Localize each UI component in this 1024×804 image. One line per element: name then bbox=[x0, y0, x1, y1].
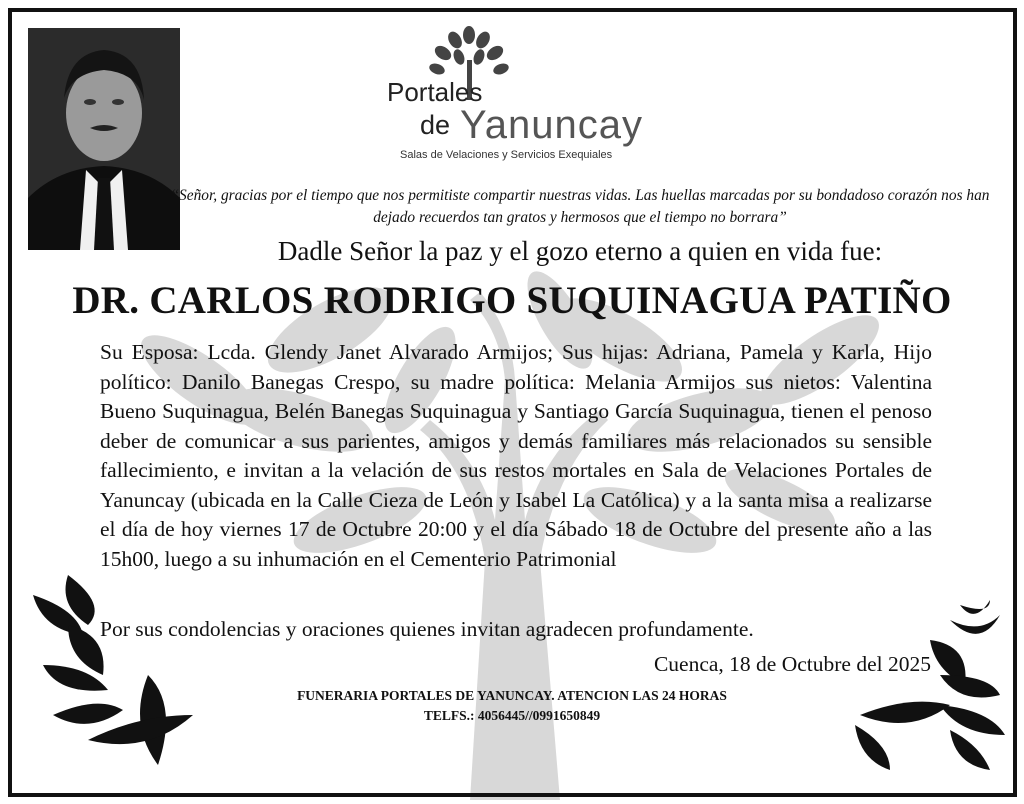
prayer-line: Dadle Señor la paz y el gozo eterno a quien en vida fue: bbox=[277, 236, 883, 266]
footer-phones: TELFS.: 4056445//0991650849 bbox=[423, 708, 601, 723]
closing-line: Por sus condolencias y oraciones quienes invitan agradecen profundamente. bbox=[100, 617, 754, 641]
announcement-body bbox=[100, 338, 932, 574]
right-leaf-branch-icon bbox=[840, 595, 1010, 775]
funeral-home-logo bbox=[380, 25, 650, 170]
logo-word-de: de bbox=[420, 110, 451, 140]
place-and-date: Cuenca, 18 de Octubre del 2025 bbox=[653, 652, 931, 676]
announcement-paragraph: Su Esposa: Lcda. Glendy Janet Alvarado Armijos; Sus hijas: Adriana, Pamela y Karla, Hijo político: Danilo Banegas Crespo, su madre política: Melania Armijos sus nietos: Valentina Bueno Suquinagua, Belén Banegas Suquinagua y Santiago García Suquinagua, tienen el penoso deber de comunicar a sus parientes, amigos y demás familiares más relacionados su sensible fallecimiento, e invitan a la velación de sus restos mortales en Sala de Velaciones Portales de Yanuncay (ubicada en la Calle Cieza de León y Isabel La Católica) y a la santa misa a realizarse el día de hoy viernes 17 de Octubre 20:00 y el día Sábado 18 de Octubre del presente año a las 15h00, luego a su inhumación en el Cementerio Patrimonial bbox=[100, 340, 932, 571]
logo-word-yanuncay: Yanuncay bbox=[460, 103, 643, 147]
footer-funeral-home: FUNERARIA PORTALES DE YANUNCAY. ATENCION LAS 24 HORAS bbox=[297, 688, 727, 703]
left-leaf-branch-icon bbox=[28, 565, 208, 770]
memorial-quote: “Señor, gracias por el tiempo que nos permitiste compartir nuestras vidas. Las huellas marcadas por su bondadoso corazón nos han dejado recuerdos tan gratos y hermosos que el tiempo no borrara” bbox=[170, 187, 990, 226]
logo-word-portales: Portales bbox=[387, 77, 483, 107]
portrait-photo bbox=[28, 28, 180, 250]
logo-tagline: Salas de Velaciones y Servicios Exequiales bbox=[400, 149, 613, 161]
deceased-name: DR. CARLOS RODRIGO SUQUINAGUA PATIÑO bbox=[72, 279, 952, 322]
